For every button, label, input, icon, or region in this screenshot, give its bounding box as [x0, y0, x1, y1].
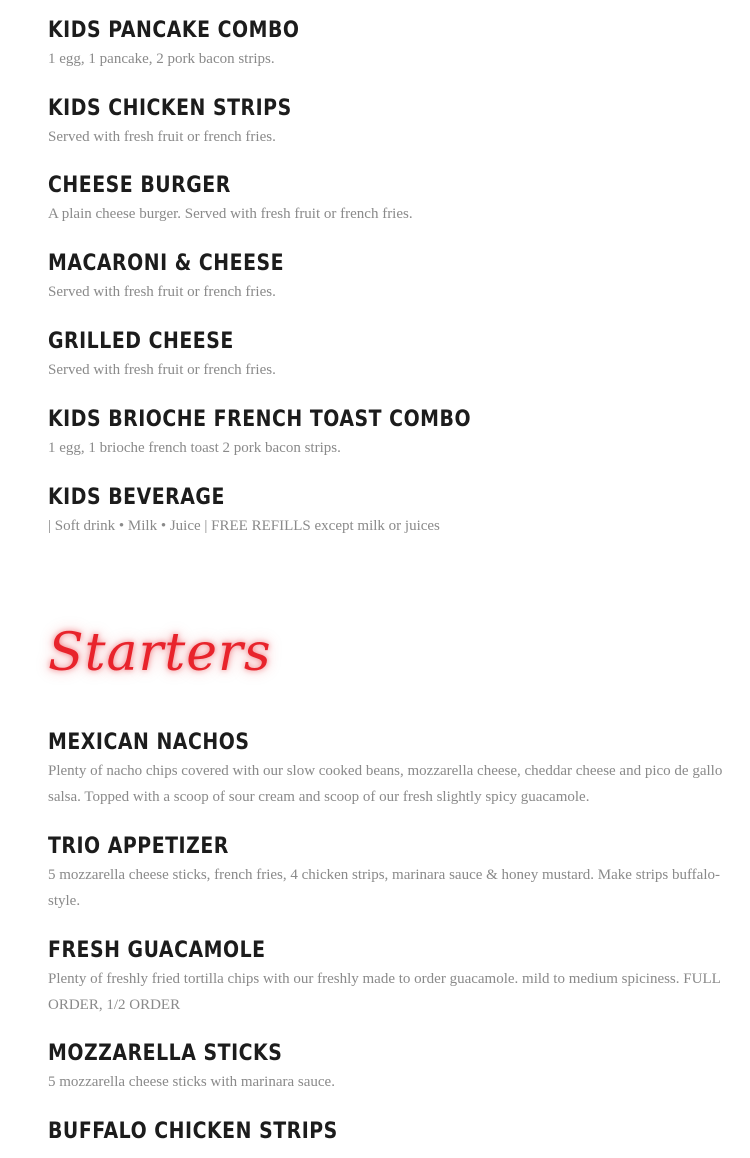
item-description: 1 egg, 1 brioche french toast 2 pork bacon strips. — [48, 440, 341, 456]
menu-item — [48, 173, 728, 227]
item-name: FRESH GUACAMOLE — [48, 938, 266, 963]
item-name: KIDS PANCAKE COMBO — [48, 18, 300, 43]
menu-item — [48, 407, 728, 461]
item-name: TRIO APPETIZER — [48, 834, 229, 859]
item-name: KIDS CHICKEN STRIPS — [48, 96, 292, 121]
menu-item — [48, 485, 728, 539]
item-description: Plenty of freshly fried tortilla chips with our freshly made to order guacamole. mild to medium spiciness. FULL ORDER, 1/2 ORDER — [48, 971, 721, 1013]
item-description: 5 mozzarella cheese sticks with marinara sauce. — [48, 1074, 335, 1090]
item-name: BUFFALO CHICKEN STRIPS — [48, 1119, 338, 1144]
menu-item — [48, 329, 728, 383]
item-description: Served with fresh fruit or french fries. — [48, 129, 276, 145]
menu-item — [48, 1119, 728, 1145]
menu-item — [48, 18, 728, 72]
menu-item — [48, 1041, 728, 1095]
item-description: Served with fresh fruit or french fries. — [48, 362, 276, 378]
item-name: CHEESE BURGER — [48, 173, 231, 198]
item-description: | Soft drink • Milk • Juice | FREE REFILLS except milk or juices — [48, 518, 440, 534]
item-name: KIDS BEVERAGE — [48, 485, 225, 510]
menu-item — [48, 96, 728, 150]
menu-item — [48, 834, 728, 914]
item-name: KIDS BRIOCHE FRENCH TOAST COMBO — [48, 407, 472, 432]
item-name: MOZZARELLA STICKS — [48, 1041, 283, 1066]
item-description: A plain cheese burger. Served with fresh fruit or french fries. — [48, 206, 413, 222]
item-description: 5 mozzarella cheese sticks, french fries, 4 chicken strips, marinara sauce & honey mustard. Make strips buffalo-style. — [48, 867, 720, 909]
menu-item — [48, 730, 728, 810]
item-name: GRILLED CHEESE — [48, 329, 234, 354]
starters-section-title: Starters — [48, 623, 272, 683]
item-name: MACARONI & CHEESE — [48, 251, 285, 276]
item-description: Served with fresh fruit or french fries. — [48, 284, 276, 300]
menu-item — [48, 251, 728, 305]
item-description: 1 egg, 1 pancake, 2 pork bacon strips. — [48, 51, 275, 67]
item-name: MEXICAN NACHOS — [48, 730, 250, 755]
item-description: Plenty of nacho chips covered with our slow cooked beans, mozzarella cheese, cheddar cheese and pico de gallo salsa. Topped with a scoop of sour cream and scoop of our fresh slightly spicy guacamole. — [48, 763, 723, 805]
menu-item — [48, 938, 728, 1018]
